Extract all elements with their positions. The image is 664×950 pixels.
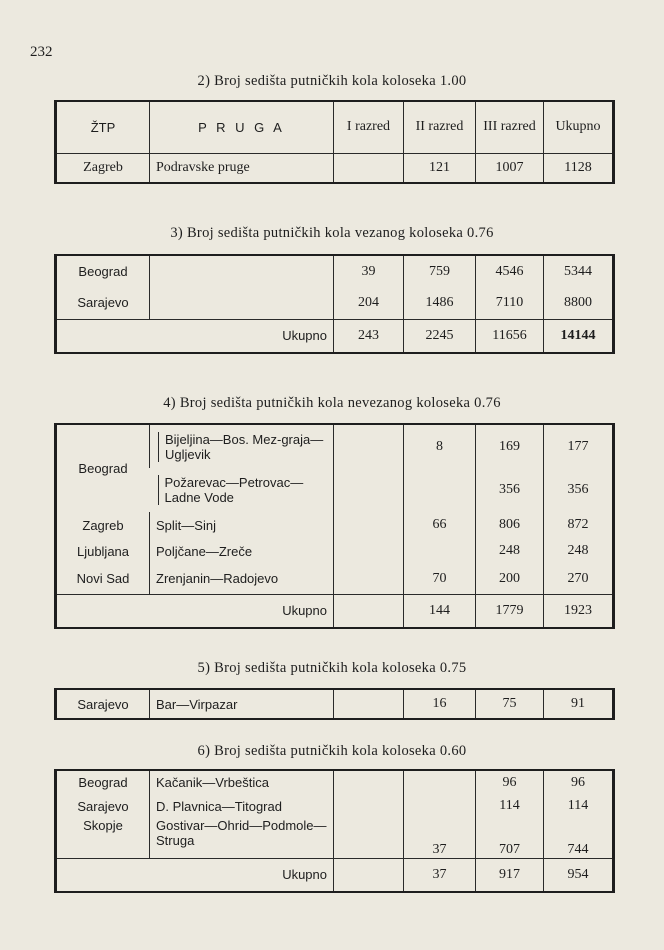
total-row <box>56 319 614 353</box>
table-row <box>56 424 614 468</box>
cell: 2245 <box>404 319 476 353</box>
cell: 144 <box>404 594 476 628</box>
cell <box>334 770 404 794</box>
cell <box>334 858 404 892</box>
cell: Kačanik—Vrbeštica <box>150 770 334 794</box>
table-row <box>56 818 614 858</box>
cell: 200 <box>476 564 544 594</box>
table-row <box>56 287 614 319</box>
section3-caption: 3) Broj sedišta putničkih kola vezanog koloseka 0.76 <box>170 225 494 241</box>
section6-caption: 6) Broj sedišta putničkih kola koloseka 0.60 <box>197 743 467 759</box>
cell: 16 <box>404 689 476 719</box>
cell: Sarajevo <box>77 696 129 712</box>
table-row <box>56 538 614 564</box>
cell <box>334 689 404 719</box>
cell: 8800 <box>544 287 614 319</box>
cell: 114 <box>544 794 614 818</box>
cell: Skopje <box>83 818 123 833</box>
section5-caption: 5) Broj sedišta putničkih kola koloseka 0.75 <box>197 660 467 676</box>
cell <box>334 818 404 858</box>
cell <box>150 468 334 512</box>
cell: Beograd <box>78 264 128 279</box>
section4-table <box>54 423 615 629</box>
cell: D. Plavnica—Titograd <box>150 794 334 818</box>
cell: 248 <box>476 538 544 564</box>
cell: 96 <box>544 770 614 794</box>
table-row <box>56 153 614 183</box>
cell: 954 <box>544 858 614 892</box>
table-row <box>56 255 614 287</box>
cell: 75 <box>476 689 544 719</box>
cell: 7110 <box>476 287 544 319</box>
cell: Novi Sad <box>76 571 130 587</box>
cell <box>334 794 404 818</box>
total-row <box>56 858 614 892</box>
page-number: 232 <box>30 44 53 60</box>
cell: 1486 <box>404 287 476 319</box>
total-label: Ukupno <box>282 867 327 883</box>
cell <box>404 468 476 512</box>
cell: 177 <box>544 424 614 468</box>
cell: Beograd <box>78 775 128 790</box>
cell: Split—Sinj <box>150 512 334 538</box>
cell: Zrenjanin—Radojevo <box>150 564 334 594</box>
table-row <box>56 794 614 818</box>
cell: 66 <box>404 512 476 538</box>
cell: 917 <box>476 858 544 892</box>
cell: 8 <box>404 424 476 468</box>
header-pruga: P R U G A <box>150 101 334 153</box>
header-iii-razred: III razred <box>476 101 544 153</box>
cell: 759 <box>404 255 476 287</box>
cell: 70 <box>404 564 476 594</box>
cell: 37 <box>404 818 476 858</box>
cell: 872 <box>544 512 614 538</box>
table-row <box>56 564 614 594</box>
cell: 96 <box>476 770 544 794</box>
section4-caption: 4) Broj sedišta putničkih kola nevezanog koloseka 0.76 <box>163 395 501 411</box>
route-text: Bijeljina—Bos. Mez-graja—Ugljevik <box>158 432 327 462</box>
cell: Sarajevo <box>77 798 129 814</box>
cell <box>334 512 404 538</box>
total-label: Ukupno <box>282 328 327 344</box>
cell <box>150 255 334 287</box>
cell <box>334 424 404 468</box>
cell <box>334 564 404 594</box>
cell: 114 <box>476 794 544 818</box>
cell: 204 <box>334 287 404 319</box>
cell: 243 <box>334 319 404 353</box>
cell <box>150 287 334 319</box>
cell: Poljčane—Zreče <box>150 538 334 564</box>
table-row <box>56 770 614 794</box>
cell: 39 <box>334 255 404 287</box>
cell: 4546 <box>476 255 544 287</box>
cell: 1128 <box>544 153 614 183</box>
header-ztp: ŽTP <box>56 101 150 153</box>
cell: 91 <box>544 689 614 719</box>
cell: 806 <box>476 512 544 538</box>
cell: 744 <box>544 818 614 858</box>
cell: Gostivar—Ohrid—Podmole—Struga <box>150 818 334 858</box>
cell: 37 <box>404 858 476 892</box>
total-row <box>56 594 614 628</box>
cell: Ljubljana <box>76 543 130 559</box>
cell: 356 <box>544 468 614 512</box>
section2-table <box>54 100 615 184</box>
cell: 270 <box>544 564 614 594</box>
section5-table <box>54 688 615 720</box>
cell <box>334 153 404 183</box>
cell <box>404 538 476 564</box>
header-ii-razred: II razred <box>404 101 476 153</box>
cell <box>404 794 476 818</box>
cell: 11656 <box>476 319 544 353</box>
cell: 14144 <box>544 319 614 353</box>
cell: Zagreb <box>82 517 124 533</box>
cell: Bar—Virpazar <box>150 689 334 719</box>
cell: Beograd <box>78 461 128 476</box>
route-text: Požarevac—Petrovac—Ladne Vode <box>158 475 328 505</box>
cell: 5344 <box>544 255 614 287</box>
cell <box>334 538 404 564</box>
cell: 121 <box>404 153 476 183</box>
cell: 248 <box>544 538 614 564</box>
cell <box>334 594 404 628</box>
cell: Sarajevo <box>77 295 129 311</box>
total-label: Ukupno <box>282 603 327 619</box>
cell: 356 <box>476 468 544 512</box>
cell <box>334 468 404 512</box>
header-ukupno: Ukupno <box>544 101 614 153</box>
cell: 707 <box>476 818 544 858</box>
table-row <box>56 512 614 538</box>
section6-table <box>54 769 615 893</box>
cell: 1007 <box>476 153 544 183</box>
cell: 169 <box>476 424 544 468</box>
cell <box>150 424 334 468</box>
cell: 1923 <box>544 594 614 628</box>
cell: Zagreb <box>83 159 123 175</box>
table-row <box>56 689 614 719</box>
section3-table <box>54 254 615 354</box>
cell <box>404 770 476 794</box>
header-i-razred: I razred <box>334 101 404 153</box>
section2-caption: 2) Broj sedišta putničkih kola koloseka 1.00 <box>197 73 467 89</box>
cell: Podravske pruge <box>150 153 334 183</box>
cell: 1779 <box>476 594 544 628</box>
